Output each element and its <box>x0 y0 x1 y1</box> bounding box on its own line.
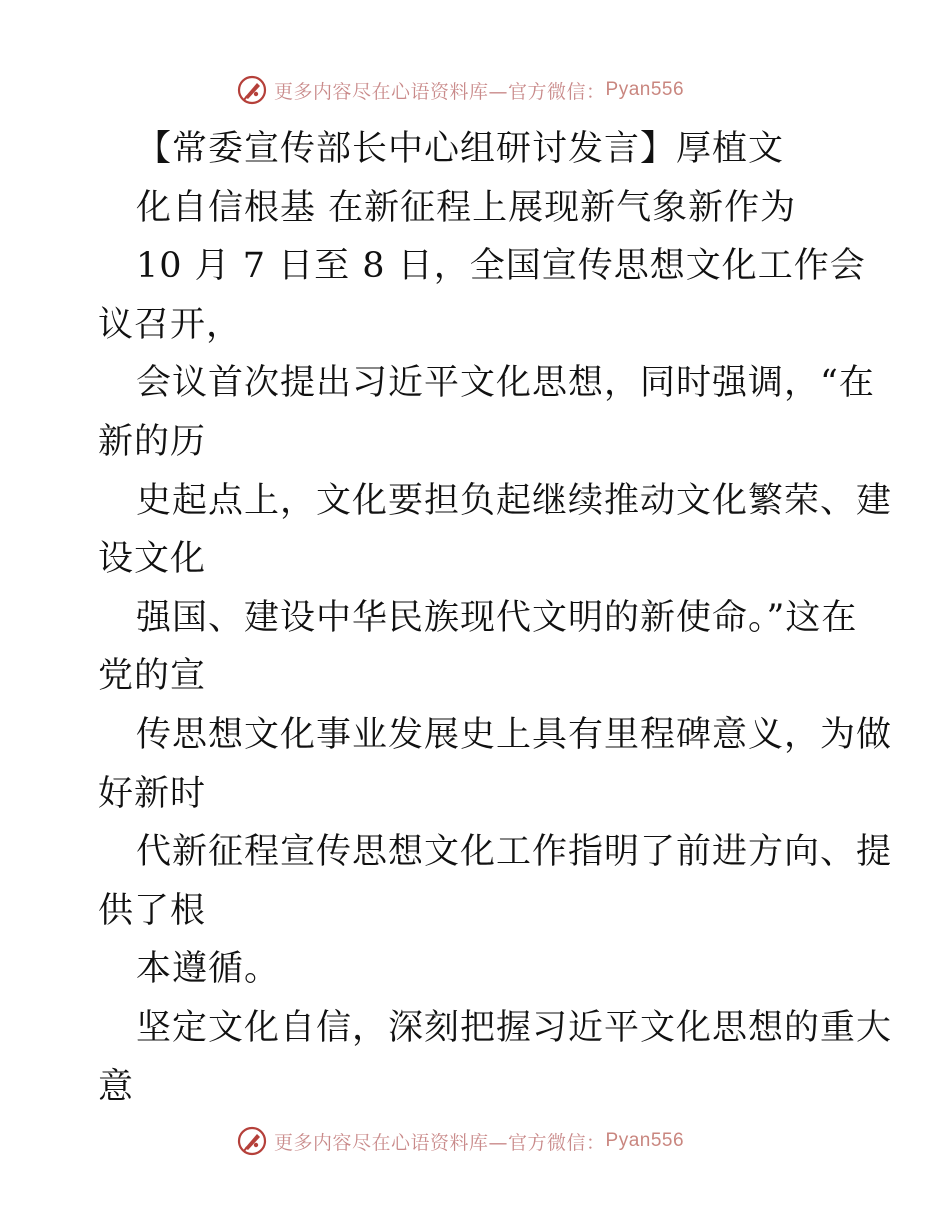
doc-line: 新的历 <box>98 421 207 462</box>
watermark-text: 更多内容尽在心语资料库—官方微信： <box>274 80 606 103</box>
watermark-wechat-id: Pyan556 <box>605 79 685 100</box>
watermark-wechat-id: Pyan556 <box>605 1130 685 1151</box>
doc-line: 设文化 <box>98 539 207 580</box>
doc-line: 10 月 7 日至 8 日，全国宣传思想文化工作会 <box>136 246 866 287</box>
watermark-text: 更多内容尽在心语资料库—官方微信： <box>274 1131 606 1154</box>
doc-line: 会议首次提出习近平文化思想，同时强调，“在 <box>136 363 875 404</box>
quill-seal-icon <box>236 1125 268 1157</box>
doc-line: 本遵循。 <box>136 949 281 990</box>
watermark-header <box>236 73 684 107</box>
doc-line: 议召开， <box>98 304 243 345</box>
doc-line: 党的宣 <box>98 656 207 697</box>
doc-line: 强国、建设中华民族现代文明的新使命。”这在 <box>136 597 858 638</box>
document-body <box>98 120 893 1116</box>
doc-line: 坚定文化自信，深刻把握习近平文化思想的重大 <box>136 1007 893 1048</box>
doc-line: 代新征程宣传思想文化工作指明了前进方向、提 <box>136 832 893 873</box>
doc-line: 传思想文化事业发展史上具有里程碑意义，为做 <box>136 714 893 755</box>
doc-line: 供了根 <box>98 890 207 931</box>
doc-line: 【常委宣传部长中心组研讨发言】厚植文 <box>136 129 785 169</box>
doc-line: 意 <box>98 1066 135 1107</box>
doc-line: 好新时 <box>98 773 207 814</box>
doc-line: 史起点上，文化要担负起继续推动文化繁荣、建 <box>136 480 893 521</box>
watermark-footer <box>236 1124 684 1158</box>
quill-seal-icon <box>236 74 268 106</box>
doc-line: 化自信根基 在新征程上展现新气象新作为 <box>136 187 797 228</box>
